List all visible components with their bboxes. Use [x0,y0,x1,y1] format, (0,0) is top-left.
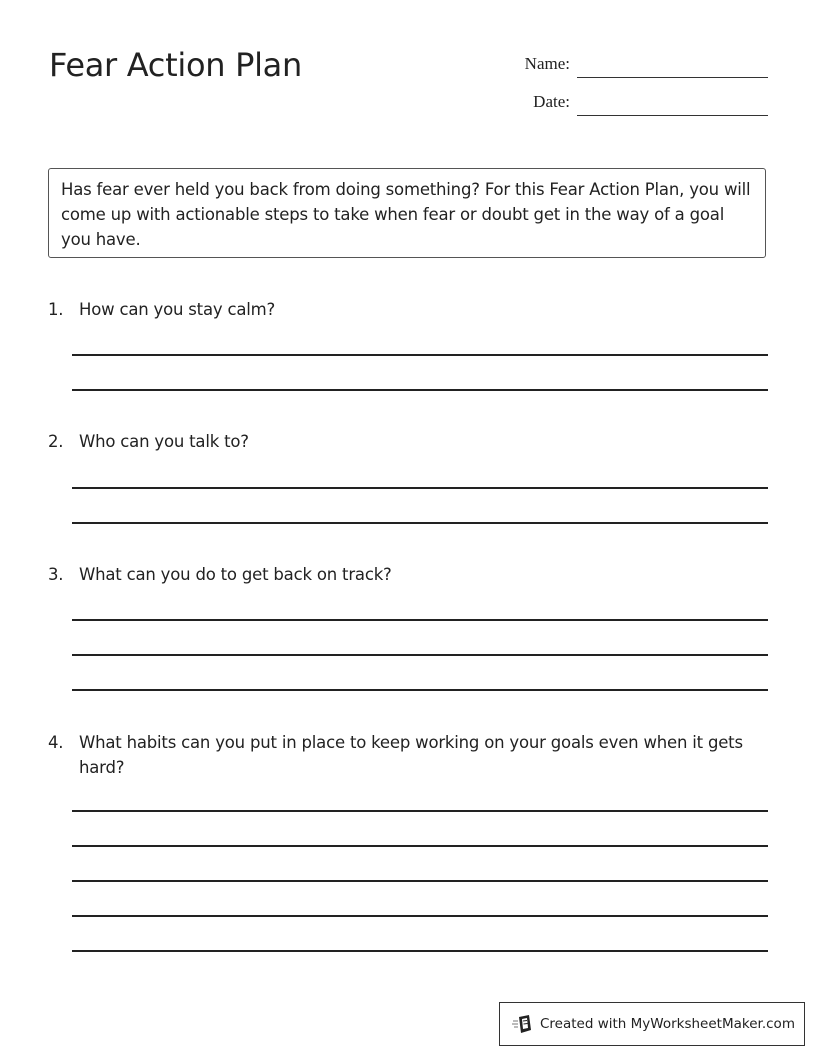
answer-line-q1-2[interactable] [72,389,768,391]
question-4 [48,730,768,780]
intro-text: Has fear ever held you back from doing something? For this Fear Action Plan, you will come up with actionable steps to take when fear or doubt get in the way of a goal you have. [61,180,751,249]
intro-box [48,168,766,258]
question-3 [48,562,768,587]
name-label: Name: [524,54,570,73]
answer-line-q3-1[interactable] [72,619,768,621]
date-field[interactable] [500,86,768,116]
question-1 [48,297,768,322]
date-label: Date: [533,92,570,111]
question-text: Who can you talk to? [79,432,249,451]
question-number: 2. [48,432,64,451]
footer-text: Created with MyWorksheetMaker.com [540,1016,795,1032]
footer-badge[interactable] [499,1002,805,1046]
name-field[interactable] [500,48,768,78]
answer-line-q2-1[interactable] [72,487,768,489]
answer-line-q4-5[interactable] [72,950,768,952]
date-input-line[interactable] [577,115,768,116]
question-2 [48,429,768,454]
question-number: 1. [48,300,64,319]
question-text: What habits can you put in place to keep working on your goals even when it gets hard? [79,733,743,777]
answer-line-q2-2[interactable] [72,522,768,524]
answer-line-q4-3[interactable] [72,880,768,882]
answer-line-q4-4[interactable] [72,915,768,917]
answer-line-q4-2[interactable] [72,845,768,847]
worksheet-maker-logo-icon [512,1014,534,1034]
page-title: Fear Action Plan [49,46,302,84]
answer-line-q3-3[interactable] [72,689,768,691]
answer-line-q4-1[interactable] [72,810,768,812]
question-text: How can you stay calm? [79,300,276,319]
answer-line-q1-1[interactable] [72,354,768,356]
question-text: What can you do to get back on track? [79,565,392,584]
question-number: 3. [48,565,64,584]
answer-line-q3-2[interactable] [72,654,768,656]
question-number: 4. [48,733,64,752]
name-input-line[interactable] [577,77,768,78]
